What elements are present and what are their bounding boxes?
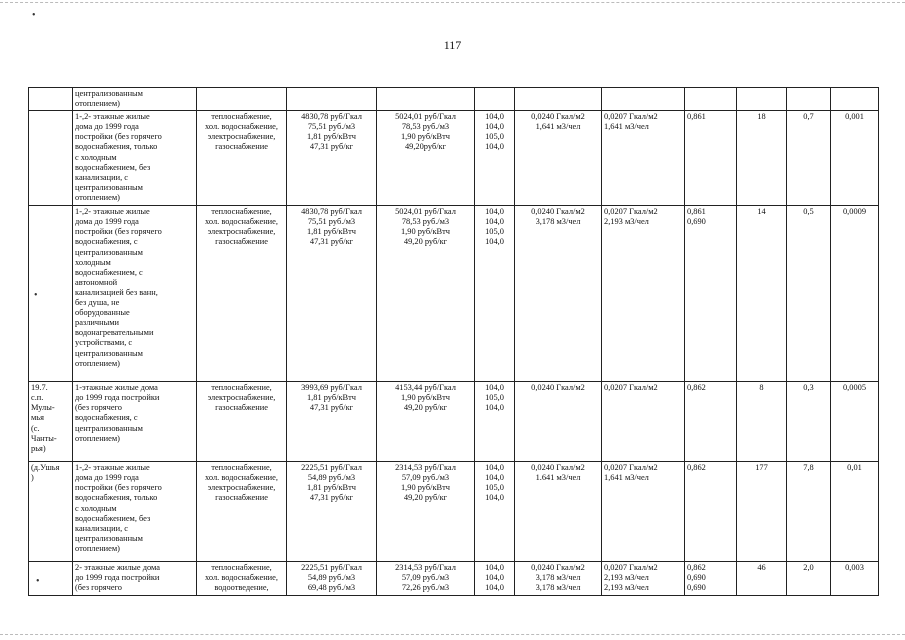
coefficient-cell: 0,862 xyxy=(685,462,737,562)
index-cell xyxy=(475,88,515,111)
services-cell: теплоснабжение, хол. водоснабжение, электроснабжение, газоснабжение xyxy=(197,206,287,382)
services-cell: теплоснабжение, электроснабжение, газоснабжение xyxy=(197,382,287,462)
index-cell: 104,0 104,0 105,0 104,0 xyxy=(475,462,515,562)
norm-next-cell: 0,0207 Гкал/м2 2,193 м3/чел 2,193 м3/чел xyxy=(602,562,685,596)
count-cell: 177 xyxy=(737,462,787,562)
tariff-next-cell: 5024,01 руб/Гкал 78,53 руб./м3 1,90 руб/кВтч 49,20руб/кг xyxy=(377,111,475,206)
value-cell: 0,7 xyxy=(787,111,831,206)
housing-type-cell: 1-этажные жилые дома до 1999 года постройки (без горячего водоснабжения, с централизованным отоплением) xyxy=(73,382,197,462)
coefficient-cell xyxy=(685,88,737,111)
table-row xyxy=(29,382,879,462)
scan-bullet: • xyxy=(34,290,38,301)
tariff-current-cell: 3993,69 руб/Гкал 1,81 руб/кВтч 47,31 руб/кг xyxy=(287,382,377,462)
page-number: 117 xyxy=(443,38,462,52)
index-cell: 104,0 104,0 104,0 xyxy=(475,562,515,596)
housing-type-cell: 2- этажные жилые дома до 1999 года постройки (без горячего xyxy=(73,562,197,596)
norm-current-cell xyxy=(515,88,602,111)
count-cell: 14 xyxy=(737,206,787,382)
norm-current-cell: 0,0240 Гкал/м2 1.641 м3/чел xyxy=(515,462,602,562)
housing-type-cell: 1-,2- этажные жилые дома до 1999 года постройки (без горячего водоснабжения, только с холодным водоснабжением, без канализации, с централизованным отоплением) xyxy=(73,111,197,206)
value-cell xyxy=(787,88,831,111)
norm-next-cell: 0,0207 Гкал/м2 2,193 м3/чел xyxy=(602,206,685,382)
settlement-cell xyxy=(29,562,73,596)
table-row xyxy=(29,111,879,206)
norm-current-cell: 0,0240 Гкал/м2 3,178 м3/чел 3,178 м3/чел xyxy=(515,562,602,596)
norm-current-cell: 0,0240 Гкал/м2 3,178 м3/чел xyxy=(515,206,602,382)
scan-bottom-edge xyxy=(0,634,905,635)
tariff-current-cell xyxy=(287,88,377,111)
settlement-cell xyxy=(29,88,73,111)
tariff-next-cell: 2314,53 руб/Гкал 57,09 руб./м3 1,90 руб/кВтч 49,20 руб/кг xyxy=(377,462,475,562)
coefficient-cell: 0,861 0,690 xyxy=(685,206,737,382)
tariff-next-cell: 4153,44 руб/Гкал 1,90 руб/кВтч 49,20 руб/кг xyxy=(377,382,475,462)
table-row xyxy=(29,562,879,596)
settlement-cell: 19.7. с.п. Мулы- мья (с. Чанты- рья) xyxy=(29,382,73,462)
tariff-current-cell: 2225,51 руб/Гкал 54,89 руб./м3 1,81 руб/кВтч 47,31 руб/кг xyxy=(287,462,377,562)
value-cell: 7,8 xyxy=(787,462,831,562)
norm-next-cell: 0,0207 Гкал/м2 1,641 м3/чел xyxy=(602,462,685,562)
count-cell: 46 xyxy=(737,562,787,596)
value-cell: 0,3 xyxy=(787,382,831,462)
value-cell: 2,0 xyxy=(787,562,831,596)
housing-type-cell: централизованным отоплением) xyxy=(73,88,197,111)
services-cell: теплоснабжение, хол. водоснабжение, водоотведение, xyxy=(197,562,287,596)
coefficient-cell: 0,861 xyxy=(685,111,737,206)
index-cell: 104,0 105,0 104,0 xyxy=(475,382,515,462)
count-cell: 18 xyxy=(737,111,787,206)
settlement-cell xyxy=(29,206,73,382)
table-row xyxy=(29,462,879,562)
tariff-current-cell: 4830,78 руб/Гкал 75,51 руб./м3 1,81 руб/кВтч 47,31 руб/кг xyxy=(287,206,377,382)
services-cell: теплоснабжение, хол. водоснабжение, электроснабжение, газоснабжение xyxy=(197,111,287,206)
services-cell: теплоснабжение, хол. водоснабжение, электроснабжение, газоснабжение xyxy=(197,462,287,562)
norm-next-cell xyxy=(602,88,685,111)
tariff-current-cell: 2225,51 руб/Гкал 54,89 руб./м3 69,48 руб./м3 xyxy=(287,562,377,596)
count-cell: 8 xyxy=(737,382,787,462)
share-cell: 0,01 xyxy=(831,462,879,562)
index-cell: 104,0 104,0 105,0 104,0 xyxy=(475,206,515,382)
share-cell: 0,0005 xyxy=(831,382,879,462)
settlement-cell xyxy=(29,111,73,206)
scan-top-edge xyxy=(0,2,905,3)
share-cell: 0,003 xyxy=(831,562,879,596)
count-cell xyxy=(737,88,787,111)
share-cell xyxy=(831,88,879,111)
housing-type-cell: 1-,2- этажные жилые дома до 1999 года постройки (без горячего водоснабжения, с централизованным холодным водоснабжением, с автономной канализацией без ванн, без душа, не оборудованные различными водонагревательными устройствами, с централизованным отоплением) xyxy=(73,206,197,382)
coefficient-cell: 0,862 0,690 0,690 xyxy=(685,562,737,596)
tariff-table xyxy=(28,87,879,596)
coefficient-cell: 0,862 xyxy=(685,382,737,462)
value-cell: 0,5 xyxy=(787,206,831,382)
tariff-next-cell xyxy=(377,88,475,111)
share-cell: 0,0009 xyxy=(831,206,879,382)
share-cell: 0,001 xyxy=(831,111,879,206)
housing-type-cell: 1-,2- этажные жилые дома до 1999 года постройки (без горячего водоснабжения, только с холодным водоснабжением, без канализации, с централизованным отоплением) xyxy=(73,462,197,562)
index-cell: 104,0 104,0 105,0 104,0 xyxy=(475,111,515,206)
services-cell xyxy=(197,88,287,111)
scan-bullet: • xyxy=(36,576,40,587)
tariff-next-cell: 5024,01 руб/Гкал 78,53 руб./м3 1,90 руб/кВтч 49,20 руб/кг xyxy=(377,206,475,382)
table-row xyxy=(29,206,879,382)
tariff-current-cell: 4830,78 руб/Гкал 75,51 руб./м3 1,81 руб/кВтч 47,31 руб/кг xyxy=(287,111,377,206)
tariff-next-cell: 2314,53 руб/Гкал 57,09 руб./м3 72,26 руб./м3 xyxy=(377,562,475,596)
scan-dot: • xyxy=(32,10,36,21)
norm-current-cell: 0,0240 Гкал/м2 1,641 м3/чел xyxy=(515,111,602,206)
settlement-cell: (д.Ушья ) xyxy=(29,462,73,562)
norm-next-cell: 0,0207 Гкал/м2 1,641 м3/чел xyxy=(602,111,685,206)
norm-next-cell: 0,0207 Гкал/м2 xyxy=(602,382,685,462)
norm-current-cell: 0,0240 Гкал/м2 xyxy=(515,382,602,462)
table-row xyxy=(29,88,879,111)
